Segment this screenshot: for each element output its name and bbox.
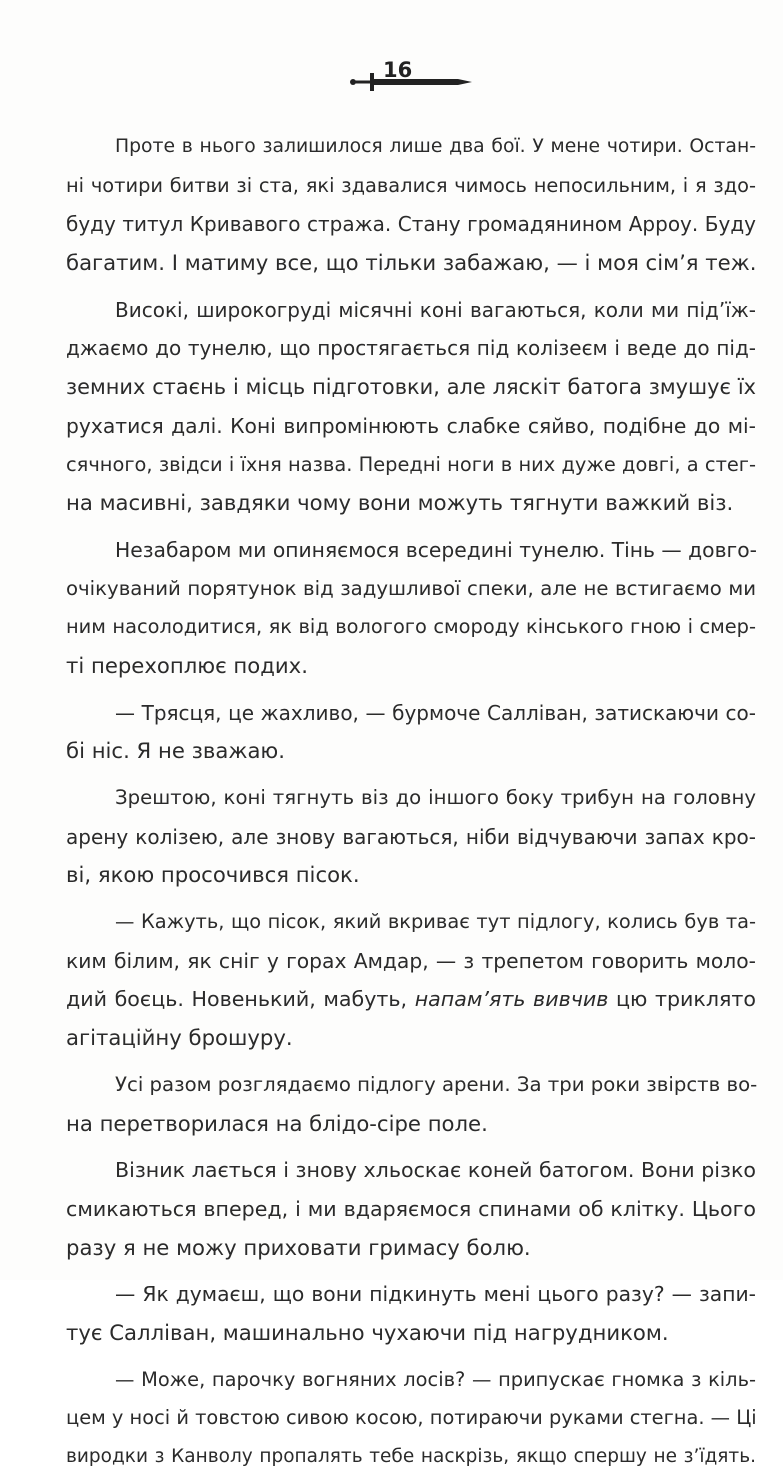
text-line: ні чотири битви зі ста, які здавалися чимось непосильним, і я здо- [66, 173, 756, 197]
text-line: земних стаєнь і місць підготовки, але ляскіт батога змушує їх [66, 375, 756, 400]
text-line: ві, якою просочився пісок. [66, 862, 360, 888]
text-line: на масивні, завдяки чому вони можуть тягнути важкий віз. [66, 490, 734, 516]
text-line: ті перехоплює подих. [66, 652, 308, 678]
text-line: джаємо до тунелю, що простягається під колізеєм і веде до під- [66, 336, 756, 361]
text-line-mixed [66, 980, 756, 1019]
text-line: — Кажуть, що пісок, який вкриває тут підлогу, колись був та- [115, 910, 756, 934]
text-line: смикаються вперед, і ми вдаряємося спинами об клітку. Цього [66, 1196, 756, 1221]
text-line: бі ніс. Я не зважаю. [66, 738, 286, 764]
text-line: на перетворилася на блідо-сіре поле. [66, 1110, 488, 1136]
body-text [66, 128, 756, 1477]
text-line: Незабаром ми опиняємося всередині тунелю. Тінь — довго- [115, 537, 757, 562]
text-line: Зрештою, коні тягнуть віз до іншого боку трибун на головну [115, 786, 756, 809]
page-header [0, 58, 783, 98]
text-line: сячного, звідси і їхня назва. Передні ноги в них дуже довгі, а стег- [66, 452, 756, 476]
text-line: арену колізею, але знову вагаються, ніби відчуваючи запах кро- [66, 824, 756, 849]
text-line: Високі, широкогруді місячні коні вагаються, коли ми під’їж- [115, 297, 756, 322]
text-line: агітаційну брошуру. [66, 1025, 293, 1051]
text-line: рухатися далі. Коні випромінюють слабке сяйво, подібне до мі- [66, 413, 756, 438]
text-line: виродки з Канволу пропалять тебе наскрізь, якщо спершу не з’їдять. [66, 1446, 756, 1467]
text-line: ким білим, як сніг у горах Амдар, — з трепетом говорить моло- [66, 948, 756, 973]
text-line: очікуваний порятунок від задушливої спеки, але не встигаємо ми [66, 576, 756, 600]
text-line: — Може, парочку вогняних лосів? — припускає гномка з кіль- [115, 1367, 756, 1391]
text-span: цю триклято [616, 987, 757, 1012]
text-line: — Як думаєш, що вони підкинуть мені цього разу? — запи- [115, 1282, 756, 1307]
text-line: ним насолодитися, як від вологого смороду кінського гною і смер- [66, 615, 756, 639]
text-line: багатим. І матиму все, що тільки забажаю, — і моя сім’я теж. [66, 250, 757, 276]
text-line: буду титул Кривавого стража. Стану громадянином Арроу. Буду [66, 212, 756, 237]
text-line: цем у носі й товстою сивою косою, потираючи руками стегна. — Ці [66, 1406, 757, 1430]
text-span: дий боєць. Новенький, мабуть, [66, 987, 408, 1012]
text-line: — Трясця, це жахливо, — бурмоче Салліван, затискаючи со- [115, 700, 756, 725]
italic-span: напам’ять вивчив [414, 987, 609, 1012]
text-line: разу я не можу приховати гримасу болю. [66, 1234, 531, 1260]
text-line: Проте в нього залишилося лише два бої. У мене чотири. Остан- [115, 136, 756, 157]
text-line: Візник лається і знову хльоскає коней батогом. Вони різко [115, 1158, 756, 1183]
text-line: тує Салліван, машинально чухаючи під нагрудником. [66, 1319, 669, 1345]
text-line: Усі разом розглядаємо підлогу арени. За три роки звірств во- [115, 1072, 758, 1096]
page-number: 16 [383, 58, 413, 82]
